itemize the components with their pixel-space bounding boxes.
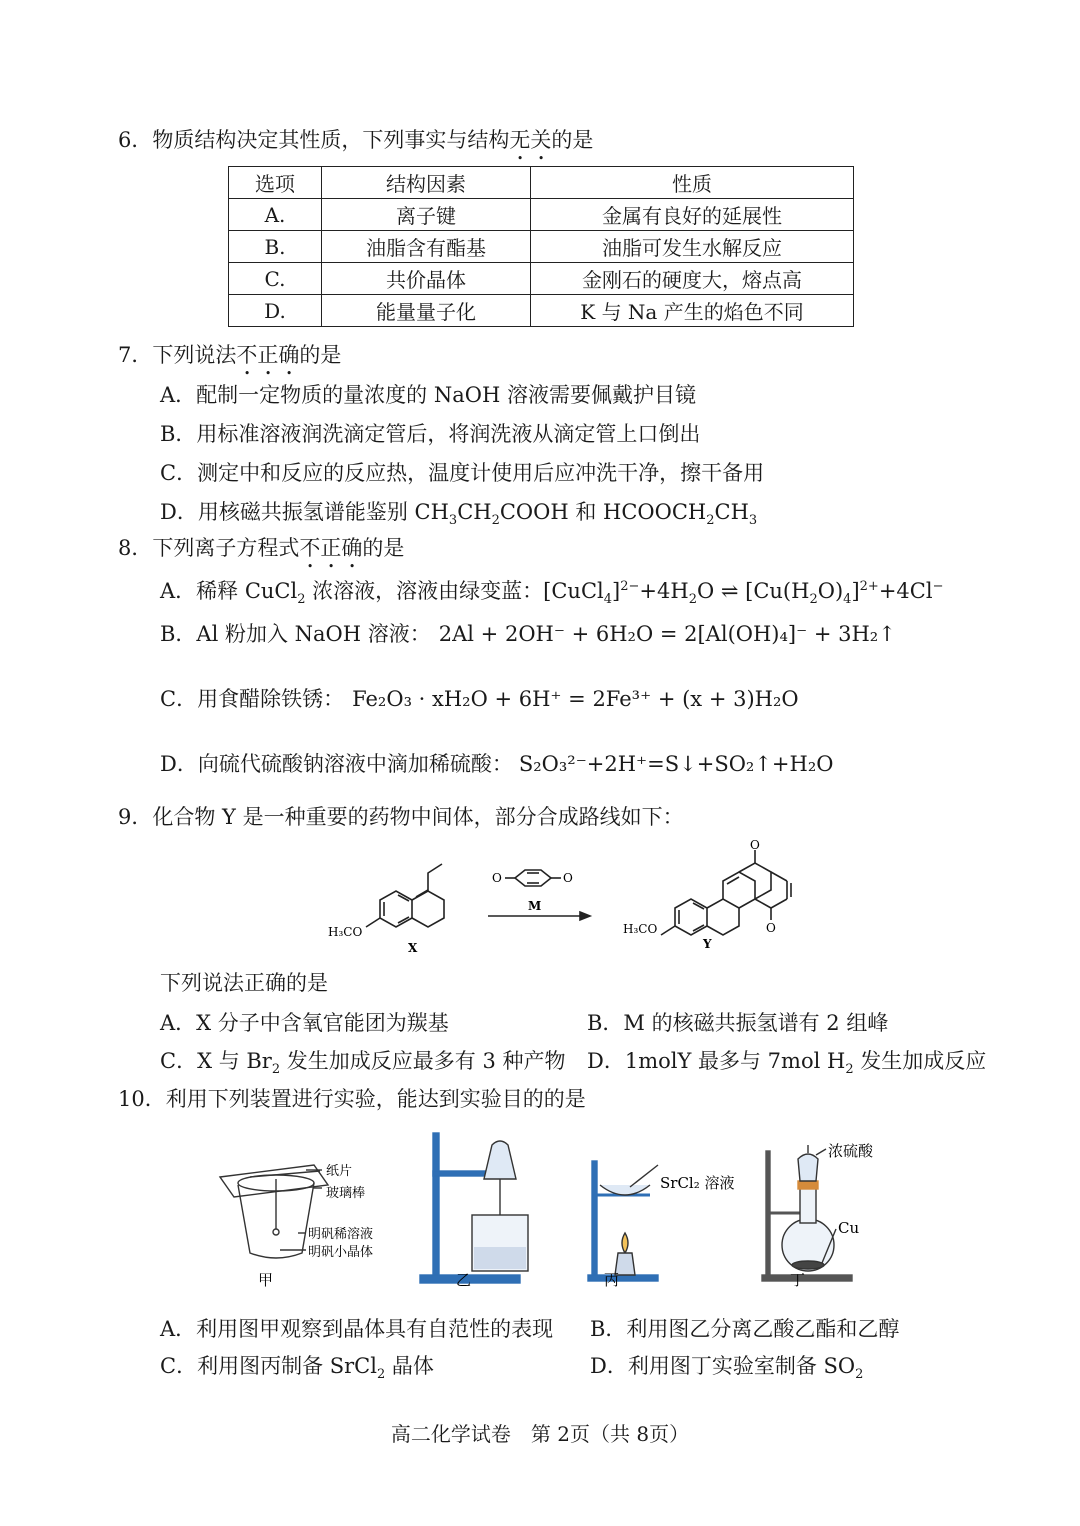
q9-option-d: D．1molY 最多与 7mol $H_2$ 发生加成反应 bbox=[587, 1049, 987, 1078]
q6-stem: 6．物质结构决定其性质，下列事实与结构无关的是 bbox=[118, 128, 594, 152]
equation-b: 2Al + 2OH⁻ + 6H₂O = 2[Al(OH)₄]⁻ + 3H₂↑ bbox=[438, 622, 896, 646]
q9-stem: 9．化合物 Y 是一种重要的药物中间体，部分合成路线如下： bbox=[118, 805, 684, 829]
q8-option-a: A．稀释 CuCl$_2$ 浓溶液，溶液由绿变蓝：$[CuCl_4]^{2-}+4H_2O$ ⇌ $[Cu(H_2O)_4]^{2+}+4Cl^-$ bbox=[160, 579, 944, 608]
apparatus-figures bbox=[210, 1125, 910, 1295]
table-header: 性质 bbox=[531, 167, 854, 199]
table-cell: D. bbox=[229, 295, 322, 327]
label-jia: 甲 bbox=[258, 1271, 274, 1289]
table-cell: 离子键 bbox=[322, 199, 531, 231]
q10-option-d: D．利用图丁实验室制备 $SO_2$ bbox=[590, 1354, 864, 1383]
q7-option-b: B．用标准溶液润洗滴定管后，将润洗液从滴定管上口倒出 bbox=[160, 422, 701, 446]
q9-option-c: C．X 与 $Br_2$ 发生加成反应最多有 3 种产物 bbox=[160, 1049, 566, 1078]
label-ding: 丁 bbox=[790, 1271, 806, 1289]
x-compound-label: X bbox=[408, 941, 418, 955]
q10-option-b: B．利用图乙分离乙酸乙酯和乙醇 bbox=[590, 1317, 900, 1341]
m-oxygen-right: O bbox=[563, 871, 573, 885]
label-paper: 纸片 bbox=[326, 1164, 353, 1179]
q10-stem: 10．利用下列装置进行实验，能达到实验目的的是 bbox=[118, 1087, 586, 1111]
table-cell: A. bbox=[229, 199, 322, 231]
table-cell: K 与 Na 产生的焰色不同 bbox=[531, 295, 854, 327]
q7-option-d: D．用核磁共振氢谱能鉴别 $CH_3CH_2COOH$ 和 $HCOOCH_2CH_3$ bbox=[160, 500, 758, 529]
label-srcl2-solution: SrCl₂ 溶液 bbox=[660, 1174, 735, 1192]
label-yi: 乙 bbox=[456, 1271, 472, 1289]
y-oxygen-top: O bbox=[750, 840, 760, 852]
m-oxygen-left: O bbox=[492, 871, 502, 885]
table-cell: 金属有良好的延展性 bbox=[531, 199, 854, 231]
x-methoxy-label: H₃CO bbox=[328, 925, 363, 939]
q10-option-a: A．利用图甲观察到晶体具有自范性的表现 bbox=[160, 1317, 554, 1341]
q7-option-a: A．配制一定物质的量浓度的 NaOH 溶液需要佩戴护目镜 bbox=[160, 383, 696, 407]
label-alum-crystal: 明矾小晶体 bbox=[308, 1245, 374, 1260]
label-cu: Cu bbox=[838, 1219, 860, 1237]
q7-option-c: C．测定中和反应的反应热，温度计使用后应冲洗干净，擦干备用 bbox=[160, 461, 765, 485]
table-header-row bbox=[229, 167, 854, 199]
q10-option-c: C．利用图丙制备 SrCl$_2$ 晶体 bbox=[160, 1354, 434, 1383]
table-row bbox=[229, 199, 854, 231]
table-row bbox=[229, 295, 854, 327]
dropping-funnel bbox=[798, 1154, 818, 1181]
table-cell: C. bbox=[229, 263, 322, 295]
page-footer: 高二化学试卷 第 2页（共 8页） bbox=[390, 1422, 690, 1446]
table-row bbox=[229, 231, 854, 263]
structure-property-table bbox=[228, 166, 854, 327]
separatory-funnel bbox=[484, 1141, 516, 1179]
label-bing: 丙 bbox=[604, 1271, 620, 1289]
q9-option-a: A．X 分子中含氧官能团为羰基 bbox=[160, 1011, 449, 1035]
table-cell: B. bbox=[229, 231, 322, 263]
table-cell: 金刚石的硬度大，熔点高 bbox=[531, 263, 854, 295]
equation-c: Fe₂O₃ · xH₂O + 6H⁺ = 2Fe³⁺ + (x + 3)H₂O bbox=[352, 687, 799, 711]
table-row bbox=[229, 263, 854, 295]
table-cell: 油脂可发生水解反应 bbox=[531, 231, 854, 263]
y-oxygen-bottom: O bbox=[766, 921, 776, 935]
label-glass-rod: 玻璃棒 bbox=[326, 1186, 366, 1201]
equation-d: S₂O₃²⁻+2H⁺=S↓+SO₂↑+H₂O bbox=[518, 752, 834, 776]
label-conc-h2so4: 浓硫酸 bbox=[828, 1142, 874, 1160]
table-header: 结构因素 bbox=[322, 167, 531, 199]
q8-option-d: D．向硫代硫酸钠溶液中滴加稀硫酸： S₂O₃²⁻+2H⁺=S↓+SO₂↑+H₂O bbox=[160, 752, 834, 776]
synthesis-scheme bbox=[320, 840, 820, 960]
q8-option-c: C．用食醋除铁锈： Fe₂O₃ · xH₂O + 6H⁺ = 2Fe³⁺ + (x + 3)H₂O bbox=[160, 687, 799, 711]
q9-sub-stem: 下列说法正确的是 bbox=[160, 971, 328, 995]
y-methoxy-label: H₃CO bbox=[623, 922, 658, 936]
q8-option-b: B．Al 粉加入 NaOH 溶液： 2Al + 2OH⁻ + 6H₂O = 2[Al(OH)₄]⁻ + 3H₂↑ bbox=[160, 622, 896, 646]
q9-option-b: B．M 的核磁共振氢谱有 2 组峰 bbox=[587, 1011, 889, 1035]
table-cell: 油脂含有酯基 bbox=[322, 231, 531, 263]
table-cell: 共价晶体 bbox=[322, 263, 531, 295]
reagent-m-label: M bbox=[528, 899, 542, 913]
y-compound-label: Y bbox=[703, 937, 712, 951]
table-cell: 能量量子化 bbox=[322, 295, 531, 327]
label-alum-solution: 明矾稀溶液 bbox=[308, 1227, 374, 1242]
table-header: 选项 bbox=[229, 167, 322, 199]
q7-stem: 7．下列说法不正确的是 bbox=[118, 343, 342, 367]
q8-stem: 8．下列离子方程式不正确的是 bbox=[118, 536, 405, 560]
